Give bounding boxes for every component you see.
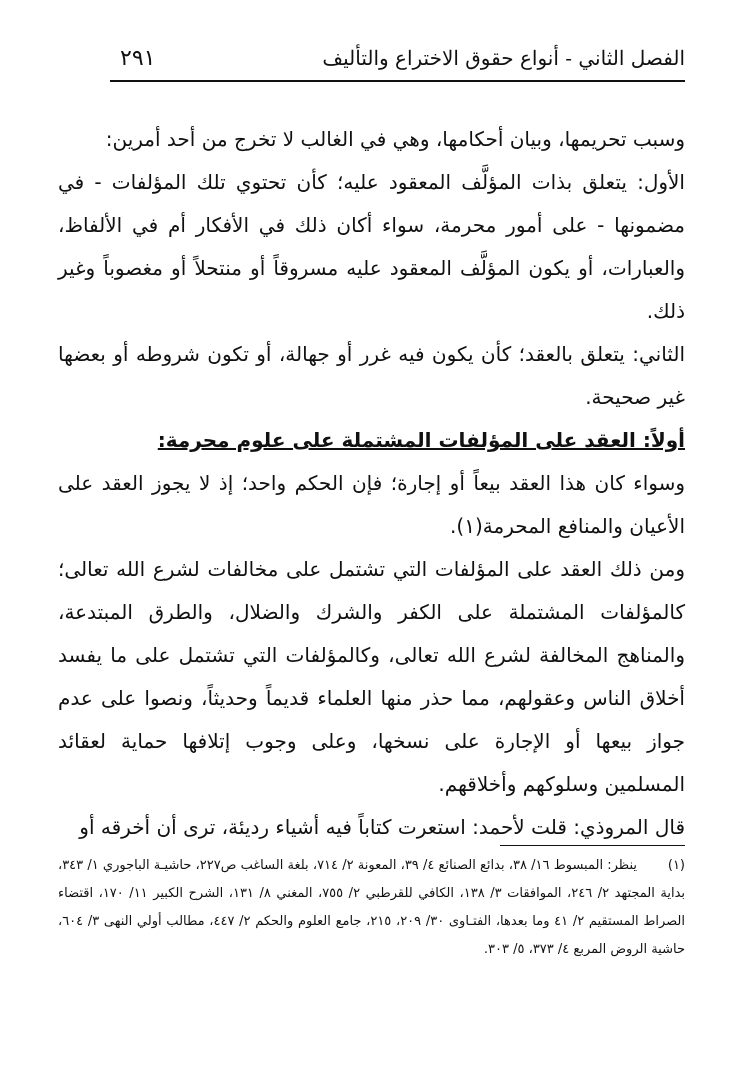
footnote-marker: (١): [667, 858, 685, 873]
paragraph: الأول: يتعلق بذات المؤلَّف المعقود عليه؛ كأن تحتوي تلك المؤلفات - في مضمونها - على أمور محرمة، سواء أكان ذلك في الأفكار أم في الألفاظ، والعبارات، أو يكون المؤلَّف المعقود عليه مسروقاً أو منتحلاً أو مغصوباً وغير ذلك.: [58, 170, 685, 323]
page-number: ٢٩١: [120, 46, 156, 71]
running-title: الفصل الثاني - أنواع حقوق الاختراع والتأليف: [322, 46, 685, 70]
paragraph: الثاني: يتعلق بالعقد؛ كأن يكون فيه غرر أو جهالة، أو تكون شروطه أو بعضها غير صحيحة.: [58, 342, 685, 409]
paragraph: ومن ذلك العقد على المؤلفات التي تشتمل على مخالفات لشرع الله تعالى؛ كالمؤلفات المشتملة على الكفر والشرك والضلال، والطرق المبتدعة، والمناهج المخالفة لشرع الله تعالى، وكالمؤلفات التي تشتمل على ما يفسد أخلاق الناس وعقولهم، مما حذر منها العلماء قديماً وحديثاً، ونصوا على عدم جواز بيعها أو الإجارة على نسخها، وعلى وجوب إتلافها حماية لعقائد المسلمين وسلوكهم وأخلاقهم.: [58, 557, 685, 796]
footnote: [58, 852, 685, 964]
paragraph: قال المروذي: قلت لأحمد: استعرت كتاباً فيه أشياء رديئة، ترى أن أخرقه أو: [79, 815, 685, 839]
footnote-text: ينظر: المبسوط ١٦/ ٣٨، بدائع الصنائع ٤/ ٣٩، المعونة ٢/ ٧١٤، بلغة الساغب ص٢٢٧، حاشيـة الباجوري ١/ ٣٤٣، بداية المجتهد ٢/ ٢٤٦، الموافقات ٣/ ١٣٨، الكافي للقرطبي ٢/ ٧٥٥، المغني ٨/ ١٣١، الشرح الكبير ١١/ ١٧٠، اقتضاء الصراط المستقيم ٢/ ٤١ وما بعدها، الفتـاوى ٣٠/ ٢٠٩، ٢١٥، جامع العلوم والحكم ٢/ ٤٤٧، مطالب أولي النهى ٣/ ٦٠٤، حاشية الروض المربع ٤/ ٣٧٣، ٥/ ٣٠٣.: [58, 858, 686, 957]
page-header: [110, 40, 685, 82]
body-text: [58, 118, 685, 849]
footnote-separator: [500, 845, 685, 846]
paragraph: وسبب تحريمها، وبيان أحكامها، وهي في الغالب لا تخرج من أحد أمرين:: [105, 127, 685, 151]
paragraph: وسواء كان هذا العقد بيعاً أو إجارة؛ فإن الحكم واحد؛ إذ لا يجوز العقد على الأعيان والمنافع المحرمة(١).: [58, 471, 685, 538]
section-heading: أولاً: العقد على المؤلفات المشتملة على علوم محرمة:: [157, 428, 685, 452]
